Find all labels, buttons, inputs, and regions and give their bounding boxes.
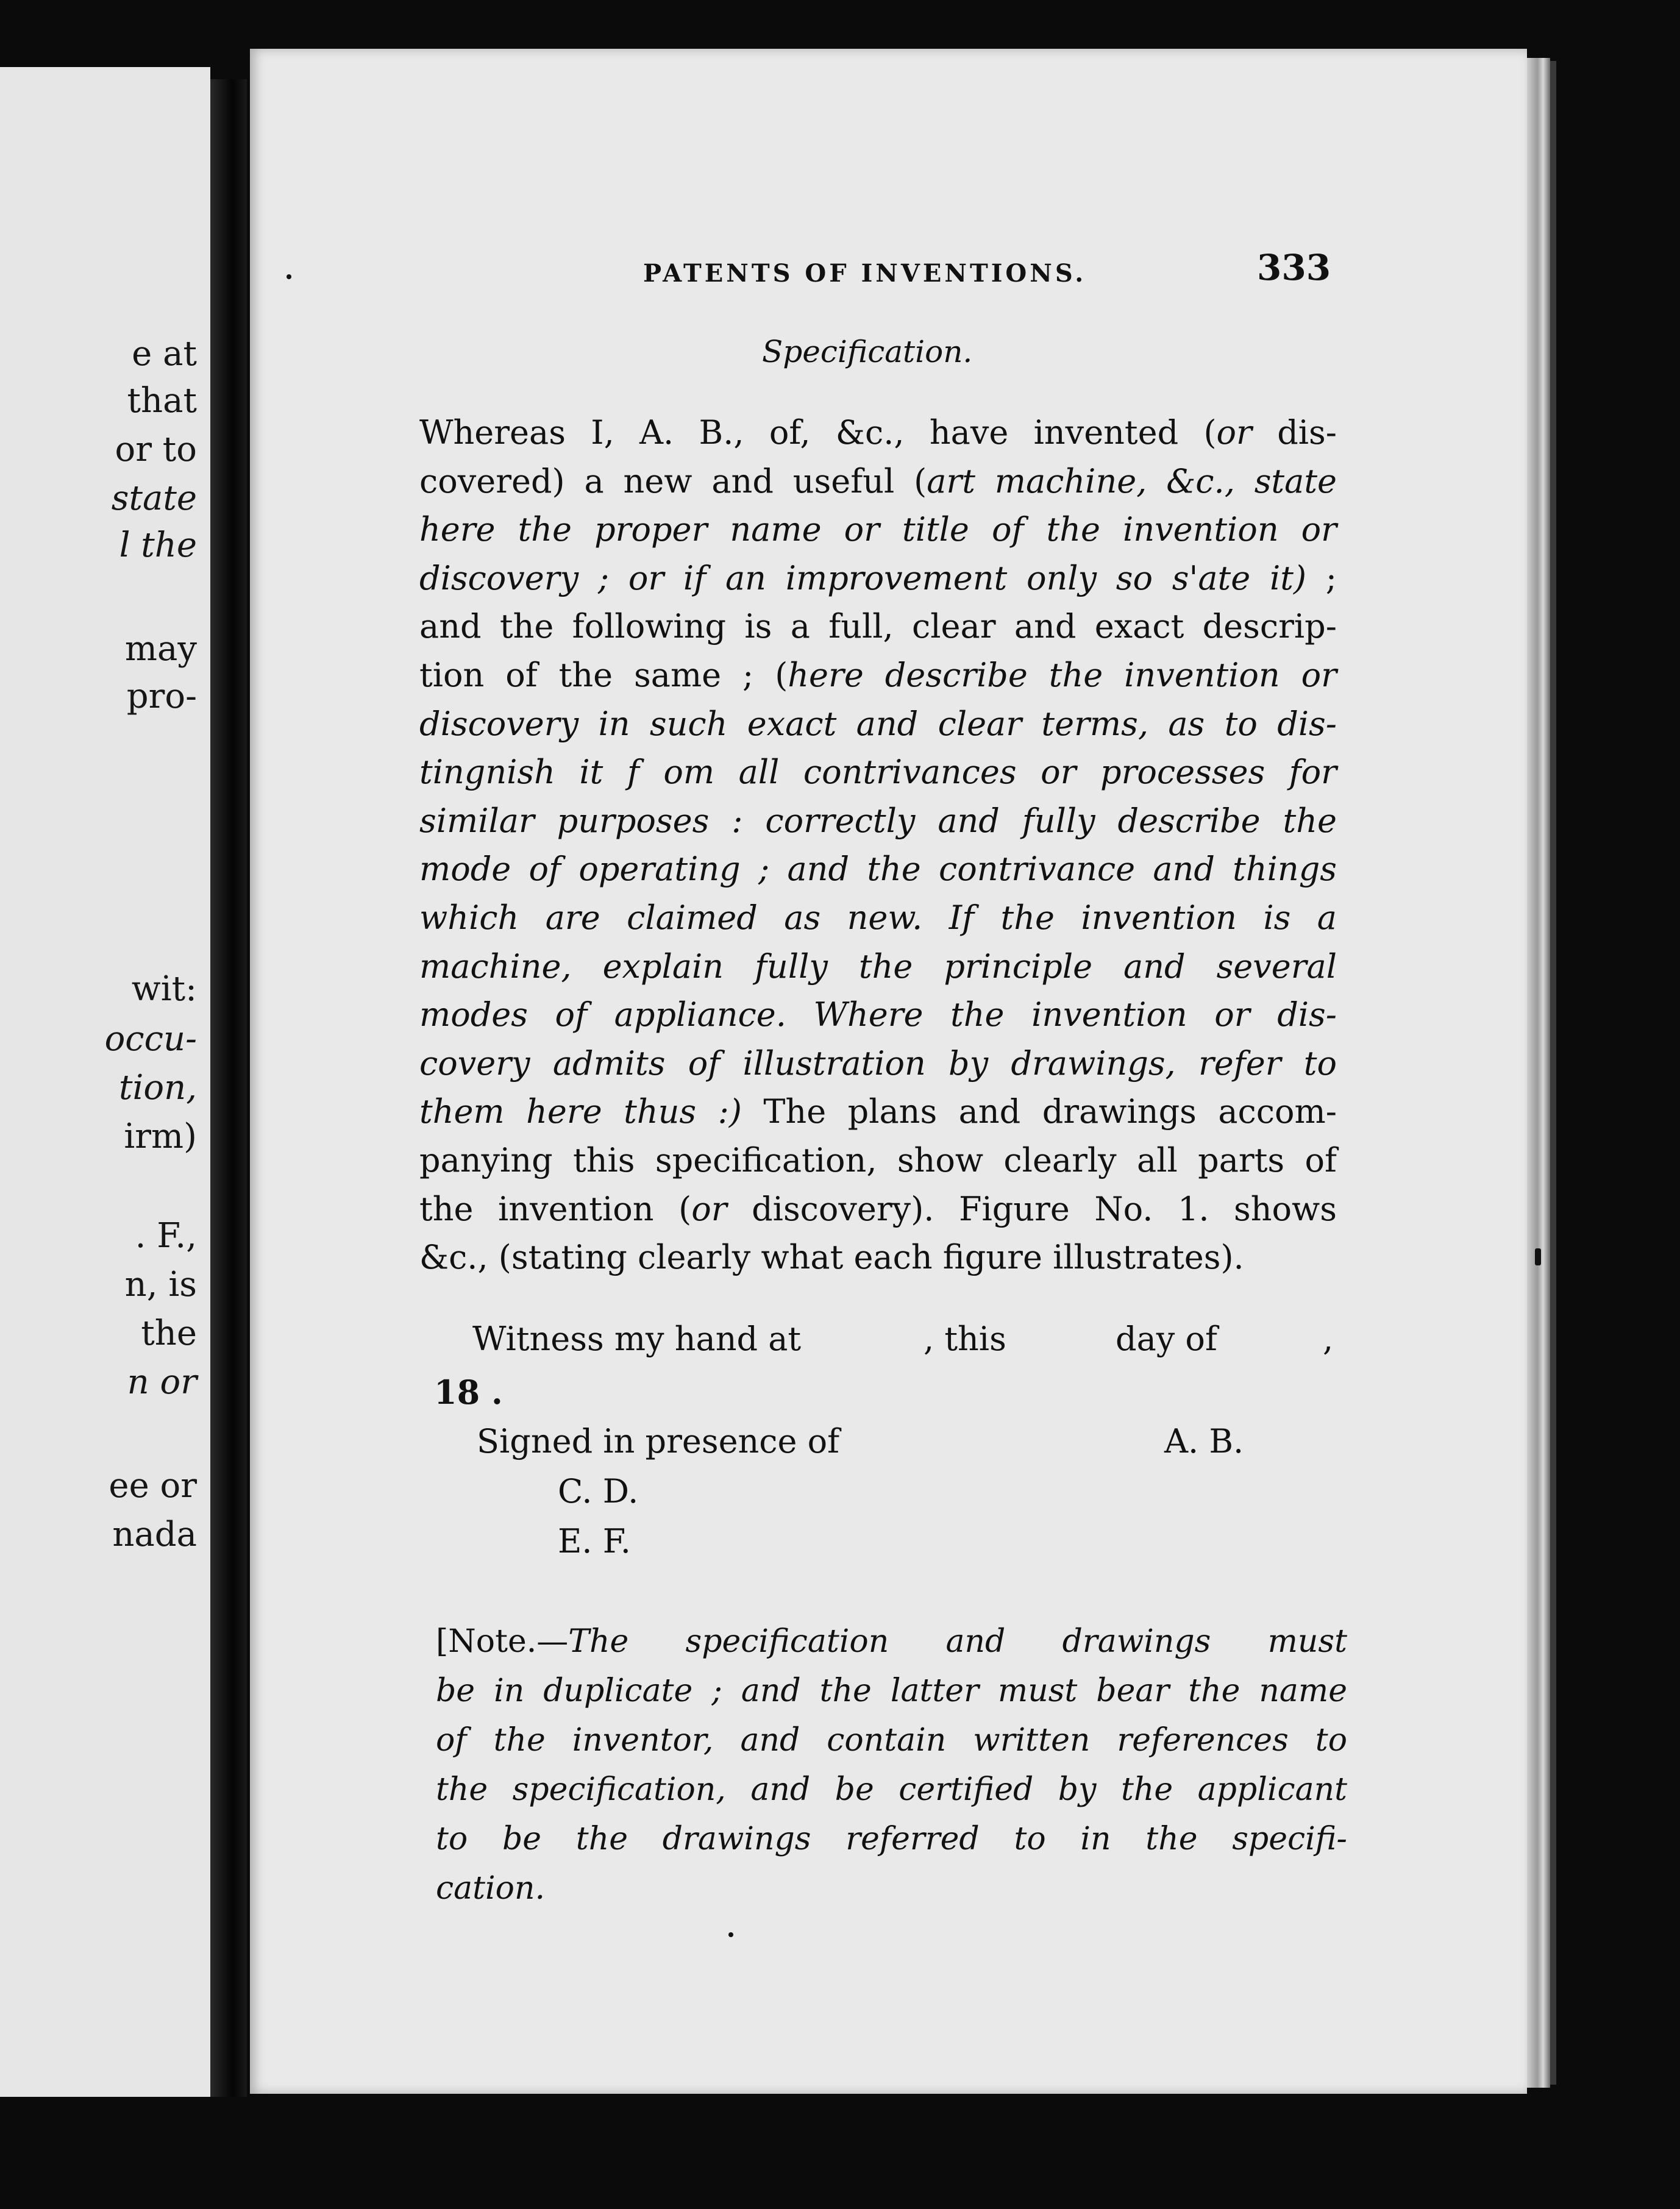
note-line: be in duplicate ; and the latter must bear the name [436,1673,1347,1709]
witness-comma: , [1323,1320,1334,1358]
left-page-fragment: occu- [104,1019,197,1059]
body-line: similar purposes : correctly and fully describe the [419,801,1337,840]
running-head: PATENTS OF INVENTIONS. [643,259,1087,288]
body-line: which are claimed as new. If the invention is a [419,898,1337,937]
witness-line: Witness my hand at [472,1320,802,1358]
body-line: mode of operating ; and the contrivance and things [419,850,1337,889]
body-line: covered) a new and useful (art machine, &c., state [419,461,1337,500]
left-page-fragment: l the [119,525,197,565]
left-page-fragment: may [124,629,197,669]
body-line: tion of the same ; (here describe the invention or [419,655,1337,694]
body-line: here the proper name or title of the invention or [419,510,1337,549]
body-line: machine, explain fully the principle and several [419,947,1337,986]
signer-name: A. B. [1164,1422,1244,1460]
left-page-fragment: wit: [131,969,197,1009]
note-line: [Note.—The specification and drawings must [436,1623,1347,1660]
witness-name-1: C. D. [558,1472,639,1510]
left-page-fragment: n or [127,1362,197,1402]
note-paragraph [436,1617,1347,1913]
body-line: and the following is a full, clear and exact descrip- [419,607,1337,646]
left-page-fragment: n, is [124,1265,197,1304]
signed-in-presence: Signed in presence of [477,1422,840,1460]
body-paragraph [419,408,1337,1282]
left-page-fragment: or to [115,430,197,469]
section-title: Specification. [762,334,973,369]
left-page-fragment: the [141,1314,197,1353]
note-line: the specification, and be certified by the applicant [436,1771,1347,1808]
print-speck [1535,1248,1541,1265]
body-line: the invention (or discovery). Figure No. 1. shows [419,1189,1337,1228]
body-line: &c., (stating clearly what each figure illustrates). [419,1238,1244,1277]
print-speck [728,1932,733,1937]
left-page-fragment: ee or [109,1466,197,1506]
page-edge [1527,58,1550,2088]
note-line: of the inventor, and contain written references to [436,1722,1347,1759]
left-page-fragment: tion, [119,1068,197,1108]
body-line: tingnish it f om all contrivances or processes for [419,753,1337,792]
print-speck [287,274,291,279]
witness-day-of: day of [1116,1320,1217,1358]
witness-this: , this [924,1320,1006,1358]
left-page-fragment: nada [112,1515,197,1554]
note-line: to be the drawings referred to in the specifi- [436,1821,1347,1857]
year-line: 18 . [434,1373,503,1412]
left-page-fragment: state [111,478,197,518]
body-line: Whereas I, A. B., of, &c., have invented (or dis- [419,413,1337,452]
body-line: discovery in such exact and clear terms, as to dis- [419,704,1337,743]
body-line: panying this specification, show clearly all parts of [419,1140,1337,1179]
book-gutter [210,79,247,2097]
left-page-fragment: pro- [126,677,197,716]
page-number: 333 [1257,247,1331,288]
left-page-fragment: . F., [135,1216,197,1256]
left-facing-page [0,67,210,2097]
note-line: cation. [436,1870,545,1907]
body-line: modes of appliance. Where the invention or dis- [419,995,1337,1034]
left-page-fragment: irm) [124,1117,197,1156]
left-page-fragment: e at [132,334,197,374]
witness-name-2: E. F. [558,1522,631,1560]
body-line: covery admits of illustration by drawings, refer to [419,1044,1337,1083]
page-edge-shadow [1550,61,1556,2085]
body-line: them here thus :) The plans and drawings accom- [419,1092,1337,1131]
body-line: discovery ; or if an improvement only so s'ate it) ; [419,558,1337,597]
left-page-fragment: that [127,381,197,421]
